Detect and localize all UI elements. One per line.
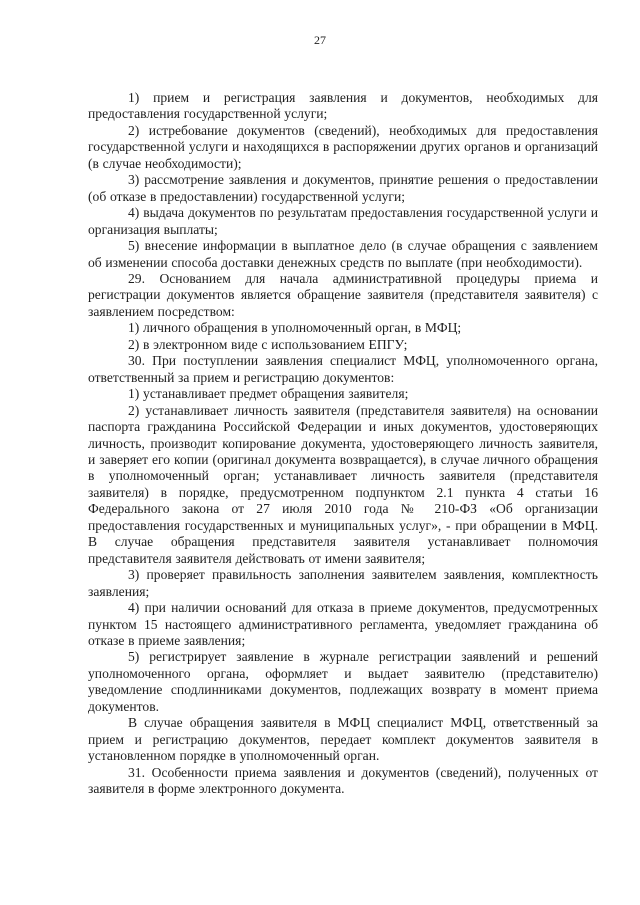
paragraph-step-2: 2) истребование документов (сведений), необходимых для предоставления государственной услуги и находящихся в распоряжении других органов и организаций (в случае необходимости); xyxy=(88,122,598,171)
paragraph-clause-31: 31. Особенности приема заявления и документов (сведений), полученных от заявителя в форме электронного документа. xyxy=(88,764,598,797)
paragraph-clause-30-item-2: 2) устанавливает личность заявителя (представителя заявителя) на основании паспорта гражданина Российской Федерации и иных документов, удостоверяющих личность, производит копирование документа, удостоверяющего личность заявителя, и заверяет его копии (оригинал документа возвращается), в случае личного обращения в уполномоченный орган; устанавливает личность заявителя (представителя заявителя) в порядке, предусмотренном подпунктом 2.1 пункта 4 статьи 16 Федерального закона от 27 июля 2010 года № 210-ФЗ «Об организации предоставления государственных и муниципальных услуг», - при обращении в МФЦ. В случае обращения представителя заявителя устанавливает полномочия представителя заявителя действовать от имени заявителя; xyxy=(88,402,598,566)
paragraph-clause-30-item-1: 1) устанавливает предмет обращения заявителя; xyxy=(128,386,409,402)
paragraph-clause-30-item-3: 3) проверяет правильность заполнения заявителем заявления, комплектность заявления; xyxy=(88,567,598,599)
paragraph-step-1: 1) прием и регистрация заявления и документов, необходимых для предоставления государственной услуги; xyxy=(88,90,598,122)
paragraph-clause-29: 29. Основанием для начала административной процедуры приема и регистрации документов является обращение заявителя (представителя заявителя) с заявлением посредством: xyxy=(88,270,598,319)
paragraph-clause-30-item-5: 5) регистрирует заявление в журнале регистрации заявлений и решений уполномоченного органа, оформляет и выдает заявителю (представителю) уведомление сподлинниками документов, подлежащих возврату в момент приема документов. xyxy=(88,649,598,714)
paragraph-step-4: 4) выдача документов по результатам предоставления государственной услуги и организация выплаты; xyxy=(88,205,598,237)
paragraph-clause-30: 30. При поступлении заявления специалист МФЦ, уполномоченного органа, ответственный за прием и регистрацию документов: xyxy=(88,353,598,385)
paragraph-step-5: 5) внесение информации в выплатное дело (в случае обращения с заявлением об изменении способа доставки денежных средств по выплате (при необходимости). xyxy=(88,238,598,270)
paragraph-mfc-case: В случае обращения заявителя в МФЦ специалист МФЦ, ответственный за прием и регистрацию документов, передает комплект документов заявителя в установленном порядке в уполномоченный орган. xyxy=(88,715,598,764)
paragraph-clause-29-item-2: 2) в электронном виде с использованием ЕПГУ; xyxy=(128,336,408,352)
paragraph-clause-30-item-4: 4) при наличии оснований для отказа в приеме документов, предусмотренных пунктом 15 настоящего административного регламента, уведомляет гражданина об отказе в приеме заявления; xyxy=(88,600,598,648)
paragraph-step-3: 3) рассмотрение заявления и документов, принятие решения о предоставлении (об отказе в предоставлении) государственной услуги; xyxy=(88,172,598,204)
page-number: 27 xyxy=(314,33,326,47)
paragraph-clause-29-item-1: 1) личного обращения в уполномоченный орган, в МФЦ; xyxy=(128,320,462,336)
